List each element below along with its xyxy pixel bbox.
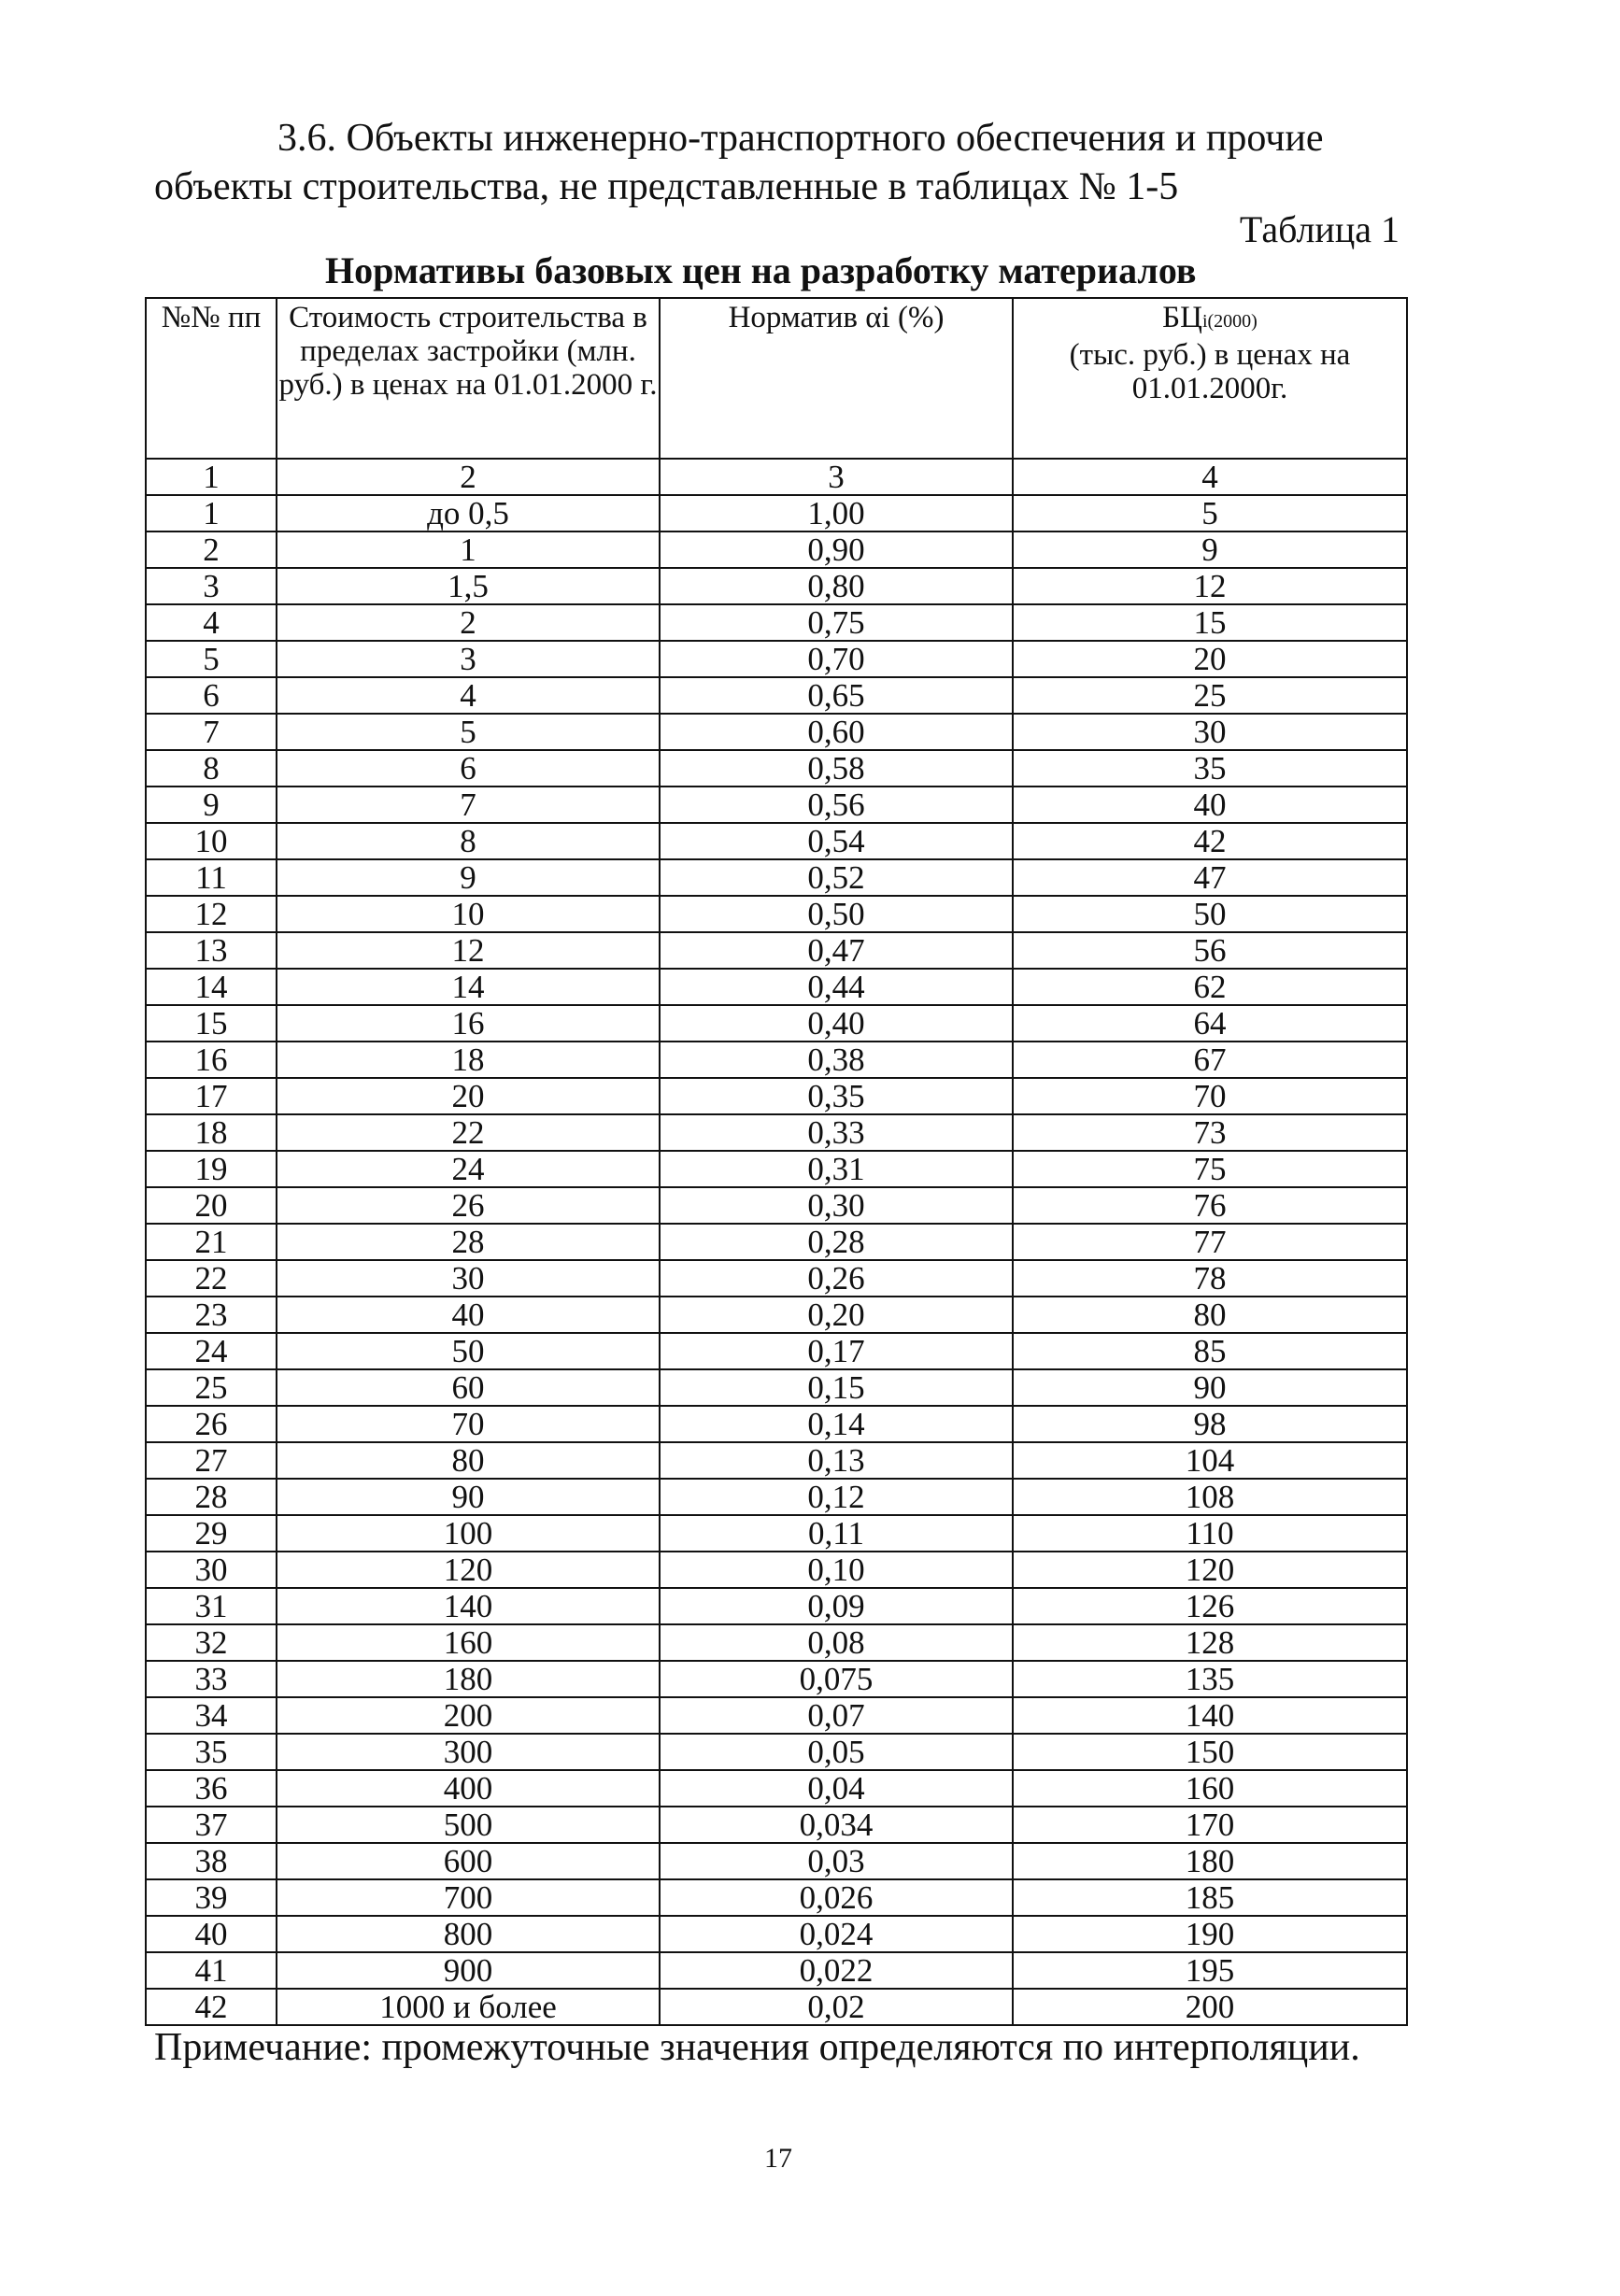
construction-cost-cell: 3	[277, 641, 660, 677]
norm-alpha-cell: 0,05	[660, 1734, 1013, 1770]
table-row	[146, 1661, 1407, 1697]
construction-cost-cell: 50	[277, 1333, 660, 1369]
norm-alpha-cell: 0,58	[660, 750, 1013, 787]
header-base-price-rest: (тыс. руб.) в ценах на 01.01.2000г.	[1069, 338, 1351, 405]
norm-alpha-cell: 0,026	[660, 1879, 1013, 1916]
row-number-cell: 40	[146, 1916, 277, 1952]
norm-alpha-cell: 0,04	[660, 1770, 1013, 1807]
norm-alpha-cell: 0,11	[660, 1515, 1013, 1552]
norm-alpha-cell: 0,56	[660, 787, 1013, 823]
base-price-cell: 35	[1013, 750, 1407, 787]
row-number-cell: 31	[146, 1588, 277, 1624]
construction-cost-cell: 9	[277, 859, 660, 896]
row-number-cell: 33	[146, 1661, 277, 1697]
table-row	[146, 1406, 1407, 1442]
base-price-cell: 85	[1013, 1333, 1407, 1369]
construction-cost-cell: 80	[277, 1442, 660, 1479]
base-price-cell: 15	[1013, 604, 1407, 641]
row-number-cell: 25	[146, 1369, 277, 1406]
table-row	[146, 1952, 1407, 1989]
norm-alpha-cell: 0,024	[660, 1916, 1013, 1952]
table-row	[146, 1369, 1407, 1406]
base-price-cell: 75	[1013, 1151, 1407, 1187]
norm-alpha-cell: 0,80	[660, 568, 1013, 604]
base-price-cell: 40	[1013, 787, 1407, 823]
norm-alpha-cell: 0,47	[660, 932, 1013, 969]
base-price-cell: 185	[1013, 1879, 1407, 1916]
table-row	[146, 1442, 1407, 1479]
table-row	[146, 1879, 1407, 1916]
row-number-cell: 14	[146, 969, 277, 1005]
norm-alpha-cell: 0,33	[660, 1114, 1013, 1151]
table-row	[146, 495, 1407, 531]
base-price-cell: 180	[1013, 1843, 1407, 1879]
base-price-cell: 170	[1013, 1807, 1407, 1843]
row-number-cell: 10	[146, 823, 277, 859]
base-price-cell: 20	[1013, 641, 1407, 677]
construction-cost-cell: 1000 и более	[277, 1989, 660, 2025]
norm-alpha-cell: 0,15	[660, 1369, 1013, 1406]
norm-alpha-cell: 0,12	[660, 1479, 1013, 1515]
construction-cost-cell: до 0,5	[277, 495, 660, 531]
table-row	[146, 1770, 1407, 1807]
table-row	[146, 1005, 1407, 1042]
table-row	[146, 1260, 1407, 1297]
norm-alpha-cell: 0,20	[660, 1297, 1013, 1333]
norm-alpha-cell: 0,70	[660, 641, 1013, 677]
row-number-cell: 7	[146, 714, 277, 750]
table-row	[146, 787, 1407, 823]
table-row	[146, 1588, 1407, 1624]
base-price-cell: 120	[1013, 1552, 1407, 1588]
norm-alpha-cell: 0,075	[660, 1661, 1013, 1697]
row-number-cell: 12	[146, 896, 277, 932]
construction-cost-cell: 1	[277, 531, 660, 568]
row-number-cell: 3	[146, 568, 277, 604]
construction-cost-cell: 300	[277, 1734, 660, 1770]
table-row	[146, 604, 1407, 641]
norm-alpha-cell: 0,022	[660, 1952, 1013, 1989]
row-number-cell: 28	[146, 1479, 277, 1515]
row-number-cell: 27	[146, 1442, 277, 1479]
construction-cost-cell: 90	[277, 1479, 660, 1515]
table-header-row	[146, 298, 1407, 459]
construction-cost-cell: 4	[277, 677, 660, 714]
norm-alpha-cell: 0,30	[660, 1187, 1013, 1224]
base-price-cell: 64	[1013, 1005, 1407, 1042]
construction-cost-cell: 180	[277, 1661, 660, 1697]
table-row	[146, 1843, 1407, 1879]
table-label: Таблица 1	[1239, 208, 1400, 250]
base-price-cell: 67	[1013, 1042, 1407, 1078]
table-row	[146, 641, 1407, 677]
column-number: 2	[277, 459, 660, 495]
construction-cost-cell: 600	[277, 1843, 660, 1879]
construction-cost-cell: 60	[277, 1369, 660, 1406]
table-row	[146, 896, 1407, 932]
base-price-cell: 110	[1013, 1515, 1407, 1552]
table-row	[146, 531, 1407, 568]
norm-alpha-cell: 0,07	[660, 1697, 1013, 1734]
row-number-cell: 17	[146, 1078, 277, 1114]
norm-alpha-cell: 0,02	[660, 1989, 1013, 2025]
header-base-price-main: БЦ	[1162, 301, 1202, 334]
norm-alpha-cell: 0,54	[660, 823, 1013, 859]
construction-cost-cell: 2	[277, 604, 660, 641]
construction-cost-cell: 400	[277, 1770, 660, 1807]
base-price-cell: 104	[1013, 1442, 1407, 1479]
table-row	[146, 568, 1407, 604]
base-price-cell: 195	[1013, 1952, 1407, 1989]
table-row	[146, 1807, 1407, 1843]
row-number-cell: 30	[146, 1552, 277, 1588]
norm-alpha-cell: 0,28	[660, 1224, 1013, 1260]
construction-cost-cell: 70	[277, 1406, 660, 1442]
norm-alpha-cell: 0,35	[660, 1078, 1013, 1114]
row-number-cell: 9	[146, 787, 277, 823]
table-row	[146, 1989, 1407, 2025]
norm-alpha-cell: 0,17	[660, 1333, 1013, 1369]
base-price-cell: 42	[1013, 823, 1407, 859]
norm-alpha-cell: 1,00	[660, 495, 1013, 531]
table-row	[146, 1624, 1407, 1661]
norm-alpha-cell: 0,44	[660, 969, 1013, 1005]
norm-alpha-cell: 0,03	[660, 1843, 1013, 1879]
row-number-cell: 21	[146, 1224, 277, 1260]
norm-alpha-cell: 0,90	[660, 531, 1013, 568]
row-number-cell: 16	[146, 1042, 277, 1078]
row-number-cell: 38	[146, 1843, 277, 1879]
table-row	[146, 1697, 1407, 1734]
row-number-cell: 29	[146, 1515, 277, 1552]
construction-cost-cell: 40	[277, 1297, 660, 1333]
row-number-cell: 32	[146, 1624, 277, 1661]
row-number-cell: 13	[146, 932, 277, 969]
row-number-cell: 8	[146, 750, 277, 787]
base-price-cell: 76	[1013, 1187, 1407, 1224]
row-number-cell: 35	[146, 1734, 277, 1770]
table-row	[146, 1333, 1407, 1369]
footnote: Примечание: промежуточные значения определяются по интерполяции.	[154, 2026, 1360, 2069]
header-base-price	[1013, 298, 1407, 459]
base-price-cell: 135	[1013, 1661, 1407, 1697]
row-number-cell: 18	[146, 1114, 277, 1151]
construction-cost-cell: 10	[277, 896, 660, 932]
base-price-cell: 108	[1013, 1479, 1407, 1515]
construction-cost-cell: 200	[277, 1697, 660, 1734]
base-price-cell: 80	[1013, 1297, 1407, 1333]
construction-cost-cell: 12	[277, 932, 660, 969]
row-number-cell: 37	[146, 1807, 277, 1843]
base-price-cell: 150	[1013, 1734, 1407, 1770]
construction-cost-cell: 500	[277, 1807, 660, 1843]
table-row	[146, 1479, 1407, 1515]
base-price-cell: 70	[1013, 1078, 1407, 1114]
base-price-cell: 160	[1013, 1770, 1407, 1807]
column-number: 3	[660, 459, 1013, 495]
table-row	[146, 677, 1407, 714]
construction-cost-cell: 20	[277, 1078, 660, 1114]
table-row	[146, 969, 1407, 1005]
row-number-cell: 2	[146, 531, 277, 568]
base-price-cell: 190	[1013, 1916, 1407, 1952]
table-row	[146, 859, 1407, 896]
table-body	[146, 495, 1407, 2025]
column-number: 4	[1013, 459, 1407, 495]
row-number-cell: 41	[146, 1952, 277, 1989]
construction-cost-cell: 26	[277, 1187, 660, 1224]
table-row	[146, 1916, 1407, 1952]
base-price-cell: 12	[1013, 568, 1407, 604]
norm-alpha-cell: 0,75	[660, 604, 1013, 641]
norm-alpha-cell: 0,13	[660, 1442, 1013, 1479]
column-number: 1	[146, 459, 277, 495]
row-number-cell: 42	[146, 1989, 277, 2025]
construction-cost-cell: 6	[277, 750, 660, 787]
base-price-cell: 5	[1013, 495, 1407, 531]
construction-cost-cell: 30	[277, 1260, 660, 1297]
norm-alpha-cell: 0,31	[660, 1151, 1013, 1187]
norm-alpha-cell: 0,60	[660, 714, 1013, 750]
row-number-cell: 20	[146, 1187, 277, 1224]
base-price-cell: 200	[1013, 1989, 1407, 2025]
construction-cost-cell: 24	[277, 1151, 660, 1187]
table-row	[146, 1515, 1407, 1552]
row-number-cell: 24	[146, 1333, 277, 1369]
table-row	[146, 1297, 1407, 1333]
construction-cost-cell: 8	[277, 823, 660, 859]
norm-alpha-cell: 0,034	[660, 1807, 1013, 1843]
construction-cost-cell: 14	[277, 969, 660, 1005]
construction-cost-cell: 22	[277, 1114, 660, 1151]
base-price-cell: 50	[1013, 896, 1407, 932]
table-row	[146, 932, 1407, 969]
construction-cost-cell: 140	[277, 1588, 660, 1624]
norm-alpha-cell: 0,40	[660, 1005, 1013, 1042]
table-row	[146, 1151, 1407, 1187]
table-row	[146, 1187, 1407, 1224]
norm-alpha-cell: 0,08	[660, 1624, 1013, 1661]
construction-cost-cell: 100	[277, 1515, 660, 1552]
header-construction-cost: Стоимость строительства в пределах застройки (млн. руб.) в ценах на 01.01.2000 г.	[277, 298, 660, 459]
page-number: 17	[764, 2143, 792, 2174]
row-number-cell: 22	[146, 1260, 277, 1297]
column-number-row	[146, 459, 1407, 495]
base-price-cell: 62	[1013, 969, 1407, 1005]
norm-alpha-cell: 0,10	[660, 1552, 1013, 1588]
row-number-cell: 19	[146, 1151, 277, 1187]
base-price-cell: 126	[1013, 1588, 1407, 1624]
norm-alpha-cell: 0,52	[660, 859, 1013, 896]
row-number-cell: 5	[146, 641, 277, 677]
base-price-cell: 78	[1013, 1260, 1407, 1297]
norm-alpha-cell: 0,26	[660, 1260, 1013, 1297]
norms-table	[145, 297, 1408, 2026]
header-base-price-subscript: i(2000)	[1201, 311, 1258, 332]
row-number-cell: 11	[146, 859, 277, 896]
base-price-cell: 128	[1013, 1624, 1407, 1661]
table-title: Нормативы базовых цен на разработку материалов	[325, 249, 1197, 291]
construction-cost-cell: 5	[277, 714, 660, 750]
table-row	[146, 1734, 1407, 1770]
row-number-cell: 36	[146, 1770, 277, 1807]
base-price-cell: 77	[1013, 1224, 1407, 1260]
row-number-cell: 15	[146, 1005, 277, 1042]
row-number-cell: 4	[146, 604, 277, 641]
construction-cost-cell: 160	[277, 1624, 660, 1661]
table-row	[146, 1078, 1407, 1114]
table-row	[146, 823, 1407, 859]
row-number-cell: 1	[146, 495, 277, 531]
base-price-cell: 90	[1013, 1369, 1407, 1406]
construction-cost-cell: 18	[277, 1042, 660, 1078]
base-price-cell: 47	[1013, 859, 1407, 896]
base-price-cell: 30	[1013, 714, 1407, 750]
construction-cost-cell: 800	[277, 1916, 660, 1952]
construction-cost-cell: 120	[277, 1552, 660, 1588]
norm-alpha-cell: 0,14	[660, 1406, 1013, 1442]
table-row	[146, 714, 1407, 750]
base-price-cell: 9	[1013, 531, 1407, 568]
construction-cost-cell: 700	[277, 1879, 660, 1916]
norm-alpha-cell: 0,50	[660, 896, 1013, 932]
section-title: 3.6. Объекты инженерно-транспортного обеспечения и прочие объекты строительства, не представленные в таблицах № 1-5	[154, 117, 1324, 208]
construction-cost-cell: 16	[277, 1005, 660, 1042]
construction-cost-cell: 900	[277, 1952, 660, 1989]
base-price-cell: 25	[1013, 677, 1407, 714]
norm-alpha-cell: 0,65	[660, 677, 1013, 714]
table-row	[146, 1042, 1407, 1078]
row-number-cell: 23	[146, 1297, 277, 1333]
header-norm-alpha: Норматив αi (%)	[660, 298, 1013, 459]
table-row	[146, 1114, 1407, 1151]
row-number-cell: 6	[146, 677, 277, 714]
norm-alpha-cell: 0,38	[660, 1042, 1013, 1078]
table-row	[146, 1552, 1407, 1588]
row-number-cell: 26	[146, 1406, 277, 1442]
row-number-cell: 34	[146, 1697, 277, 1734]
base-price-cell: 98	[1013, 1406, 1407, 1442]
construction-cost-cell: 28	[277, 1224, 660, 1260]
header-number: №№ пп	[146, 298, 277, 459]
base-price-cell: 73	[1013, 1114, 1407, 1151]
table-row	[146, 1224, 1407, 1260]
base-price-cell: 140	[1013, 1697, 1407, 1734]
norm-alpha-cell: 0,09	[660, 1588, 1013, 1624]
construction-cost-cell: 7	[277, 787, 660, 823]
construction-cost-cell: 1,5	[277, 568, 660, 604]
row-number-cell: 39	[146, 1879, 277, 1916]
base-price-cell: 56	[1013, 932, 1407, 969]
table-row	[146, 750, 1407, 787]
